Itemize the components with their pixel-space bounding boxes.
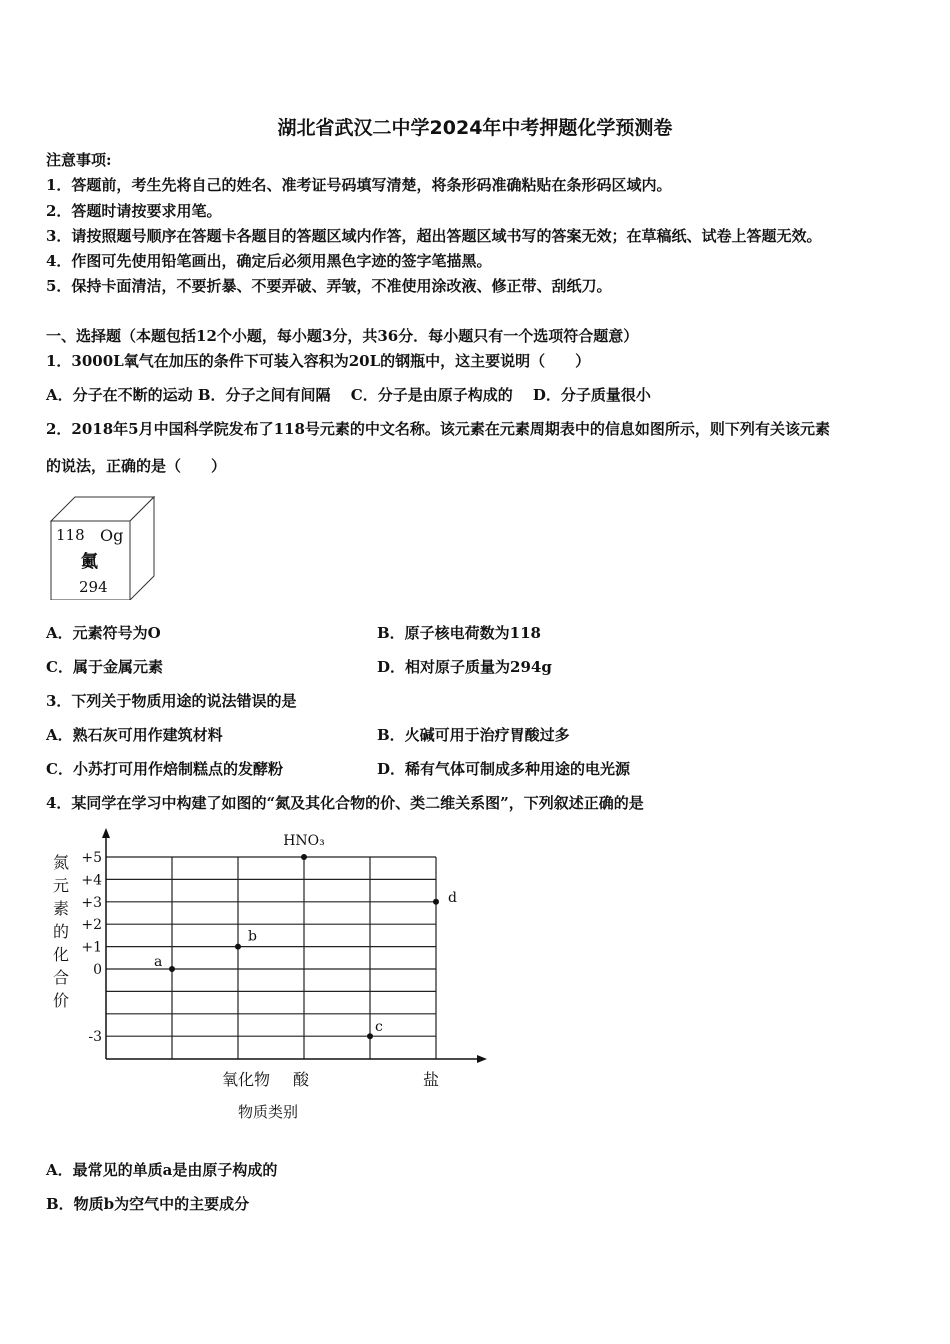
y-tick-label: 0 <box>93 962 102 978</box>
q4-stem: 4．某同学在学习中构建了如图的“氮及其化合物的价、类二维关系图”，下列叙述正确的是 <box>46 794 644 812</box>
atomic-mass: 294 <box>79 578 108 596</box>
q2-option-a: A．元素符号为O <box>46 624 161 642</box>
y-tick-label: +2 <box>81 917 102 934</box>
q4-option-b: B．物质b为空气中的主要成分 <box>46 1195 250 1213</box>
y-axis-label-char: 合 <box>53 968 70 987</box>
q3-option-a: A．熟石灰可用作建筑材料 <box>46 726 223 744</box>
q2-stem: 2．2018年5月中国科学院发布了118号元素的中文名称。该元素在元素周期表中的信息如图所示，则下列有关该元素 <box>46 420 830 438</box>
q2-option-b: B．原子核电荷数为118 <box>377 624 541 642</box>
data-point <box>433 899 439 905</box>
notice-item: 5．保持卡面清洁，不要折暴、不要弄破、弄皱，不准使用涂改液、修正带、刮纸刀。 <box>46 277 612 295</box>
q3-stem: 3．下列关于物质用途的说法错误的是 <box>46 692 297 710</box>
y-axis-arrow <box>102 828 110 838</box>
y-axis-label-char: 元 <box>53 876 70 895</box>
x-tick-label: 盐 <box>422 1070 440 1089</box>
point-label: HNO₃ <box>283 833 325 849</box>
y-axis-label-char: 化 <box>53 945 70 964</box>
q4-option-a: A．最常见的单质a是由原子构成的 <box>46 1161 278 1179</box>
x-tick-label: 氧化物 <box>221 1070 271 1089</box>
data-point <box>301 854 307 860</box>
q2-option-c: C．属于金属元素 <box>46 658 163 676</box>
y-tick-label: +3 <box>81 894 102 911</box>
q1-stem: 1．3000L氧气在加压的条件下可装入容积为20L的钢瓶中，这主要说明（ ） <box>46 352 591 370</box>
page-title: 湖北省武汉二中学2024年中考押题化学预测卷 <box>277 117 673 139</box>
q3-option-b: B．火碱可用于治疗胃酸过多 <box>377 726 570 744</box>
y-axis-label-char: 氮 <box>53 853 70 872</box>
point-label: b <box>248 928 257 945</box>
y-axis-label-char: 素 <box>53 899 70 918</box>
y-tick-label: -3 <box>88 1029 102 1046</box>
point-label: d <box>448 889 457 906</box>
q2-stem-cont: 的说法，正确的是（ ） <box>46 457 227 475</box>
section-heading: 一、选择题（本题包括12个小题，每小题3分，共36分．每小题只有一个选项符合题意） <box>46 327 639 345</box>
q3-option-d: D．稀有气体可制成多种用途的电光源 <box>377 760 631 778</box>
element-symbol: Og <box>100 526 124 545</box>
y-axis-label-char: 价 <box>53 991 70 1010</box>
notice-item: 1．答题前，考生先将自己的姓名、准考证号码填写清楚，将条形码准确粘贴在条形码区域内。 <box>46 176 672 194</box>
y-tick-label: +1 <box>81 939 102 956</box>
element-name: 鿫 <box>81 552 98 572</box>
data-point <box>367 1033 373 1039</box>
x-axis-label: 物质类别 <box>237 1103 299 1121</box>
point-label: c <box>375 1019 383 1036</box>
x-tick-label: 酸 <box>292 1070 310 1089</box>
q1-options: A．分子在不断的运动 B．分子之间有间隔 C．分子是由原子构成的 D．分子质量很小 <box>46 386 651 404</box>
notice-item: 2．答题时请按要求用笔。 <box>46 202 222 220</box>
q2-option-d: D．相对原子质量为294g <box>377 658 552 676</box>
y-tick-label: +5 <box>81 850 102 866</box>
notice-heading: 注意事项: <box>46 151 112 169</box>
point-label: a <box>154 954 163 970</box>
data-point <box>235 944 241 950</box>
notice-item: 3．请按照题号顺序在答题卡各题目的答题区域内作答，超出答题区域书写的答案无效；在草稿纸、试卷上答题无效。 <box>46 227 822 245</box>
data-point <box>169 966 175 972</box>
y-tick-label: +4 <box>81 872 102 889</box>
x-axis-arrow <box>477 1055 487 1063</box>
atomic-number: 118 <box>56 526 85 544</box>
q3-option-c: C．小苏打可用作焙制糕点的发酵粉 <box>46 760 283 778</box>
notice-item: 4．作图可先使用铅笔画出，确定后必须用黑色字迹的签字笔描黑。 <box>46 252 492 270</box>
y-axis-label-char: 的 <box>53 922 70 941</box>
